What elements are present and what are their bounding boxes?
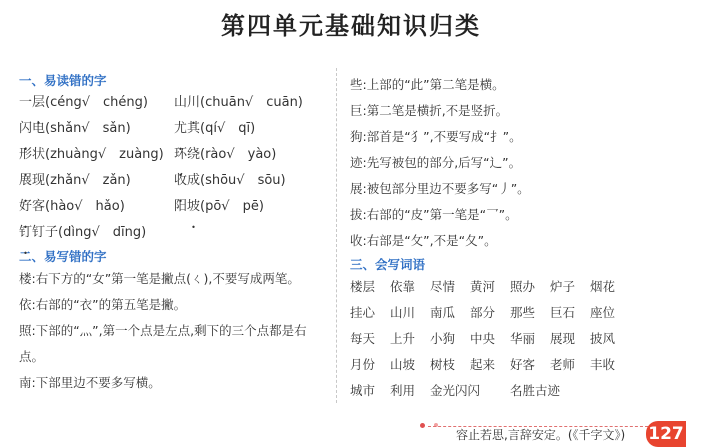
vocab-word: 丰收: [590, 357, 616, 372]
vocab-word: 华丽: [510, 331, 536, 346]
word-item: 闪电(shǎn√ sǎn): [19, 121, 131, 136]
right-column: [350, 72, 680, 404]
word-item: 一层(céng√ chéng): [19, 95, 148, 110]
vocab-word: 南瓜: [430, 305, 456, 320]
vocab-word: 尽情: [430, 279, 456, 294]
writing-note: 依:右部的“衣”的第五笔是撇。: [19, 297, 187, 312]
vocab-word: 黄河: [470, 279, 496, 294]
vocab-word: 巨石: [550, 305, 576, 320]
vocab-word: 每天: [350, 331, 376, 346]
vocab-word: 金光闪闪: [430, 383, 481, 398]
vocab-word: 座位: [590, 305, 616, 320]
word-item: 环绕(rào√ yào): [174, 147, 277, 162]
word-row: [19, 220, 329, 246]
footer-quote: 容止若思,言辞安定。(《千字文》): [456, 428, 626, 442]
vocab-word: 好客: [510, 357, 536, 372]
section-heading-miswritten: 二、易写错的字: [19, 249, 107, 264]
vocab-word: 挂心: [350, 305, 376, 320]
writing-note: 展:被包部分里边不要多写“丿”。: [350, 181, 530, 196]
word-item: 展现(zhǎn√ zǎn): [19, 173, 131, 188]
decorative-dot: [420, 423, 425, 428]
writing-note: 南:下部里边不要多写横。: [19, 375, 161, 390]
word-row: [19, 142, 329, 168]
vocab-word: 山川: [390, 305, 416, 320]
vocab-word: 树枝: [430, 357, 456, 372]
vocab-word: 上升: [390, 331, 416, 346]
word-row: [19, 116, 329, 142]
vocabulary-grid: [350, 274, 680, 404]
vocab-word: 利用: [390, 383, 416, 398]
page-title: 第四单元基础知识归类: [221, 12, 481, 40]
section-heading-vocabulary: 三、会写词语: [350, 257, 426, 272]
vocab-word: 部分: [470, 305, 496, 320]
word-item: 尤其(qí√ qī): [174, 121, 256, 136]
vocab-word: 那些: [510, 305, 536, 320]
word-item: 山川(chuān√ cuān): [174, 95, 303, 110]
writing-note: 些:上部的“此”第二笔是横。: [350, 77, 505, 92]
vocab-word: 小狗: [430, 331, 456, 346]
vocab-word: 烟花: [590, 279, 616, 294]
writing-note: 照:下部的“灬”,第一个点是左点,剩下的三个点都是右点。: [19, 323, 307, 364]
word-item: 钉钉子(dìng√ dīng): [19, 225, 147, 240]
page-footer: [420, 420, 702, 447]
word-item: 好客(hào√ hǎo): [19, 199, 125, 214]
page-number: 127: [646, 421, 686, 447]
word-item: 形状(zhuàng√ zuàng): [19, 147, 164, 162]
vocab-word: 中央: [470, 331, 496, 346]
writing-note: 巨:第二笔是横折,不是竖折。: [350, 103, 509, 118]
writing-note: 狗:部首是“犭”,不要写成“扌”。: [350, 129, 522, 144]
vocab-word: 山坡: [390, 357, 416, 372]
word-item: 收成(shōu√ sōu): [174, 173, 286, 188]
writing-note: 收:右部是“攵”,不是“夂”。: [350, 233, 497, 248]
writing-note: 迹:先写被包的部分,后写“辶”。: [350, 155, 522, 170]
vocab-word: 城市: [350, 383, 376, 398]
section-heading-misread: 一、易读错的字: [19, 73, 107, 88]
vocab-word: 照办: [510, 279, 536, 294]
word-item: 阳坡(pō√ pē): [174, 199, 264, 214]
vocab-word: 炉子: [550, 279, 576, 294]
vocab-word: 楼层: [350, 279, 376, 294]
vocab-word: 依靠: [390, 279, 416, 294]
writing-note: 拔:右部的“皮”第一笔是“乛”。: [350, 207, 518, 222]
left-column: [19, 72, 329, 396]
word-row: [19, 90, 329, 116]
writing-note: 楼:右下方的“女”第一笔是撇点(ㄑ),不要写成两笔。: [19, 271, 300, 286]
vocab-word: 展现: [550, 331, 576, 346]
vocab-word: 名胜古迹: [510, 383, 561, 398]
vocab-word: 起来: [470, 357, 496, 372]
word-row: [19, 194, 329, 220]
vocab-word: 月份: [350, 357, 376, 372]
vocab-word: 老师: [550, 357, 576, 372]
column-divider: [336, 68, 337, 403]
vocab-word: 披风: [590, 331, 616, 346]
word-row: [19, 168, 329, 194]
